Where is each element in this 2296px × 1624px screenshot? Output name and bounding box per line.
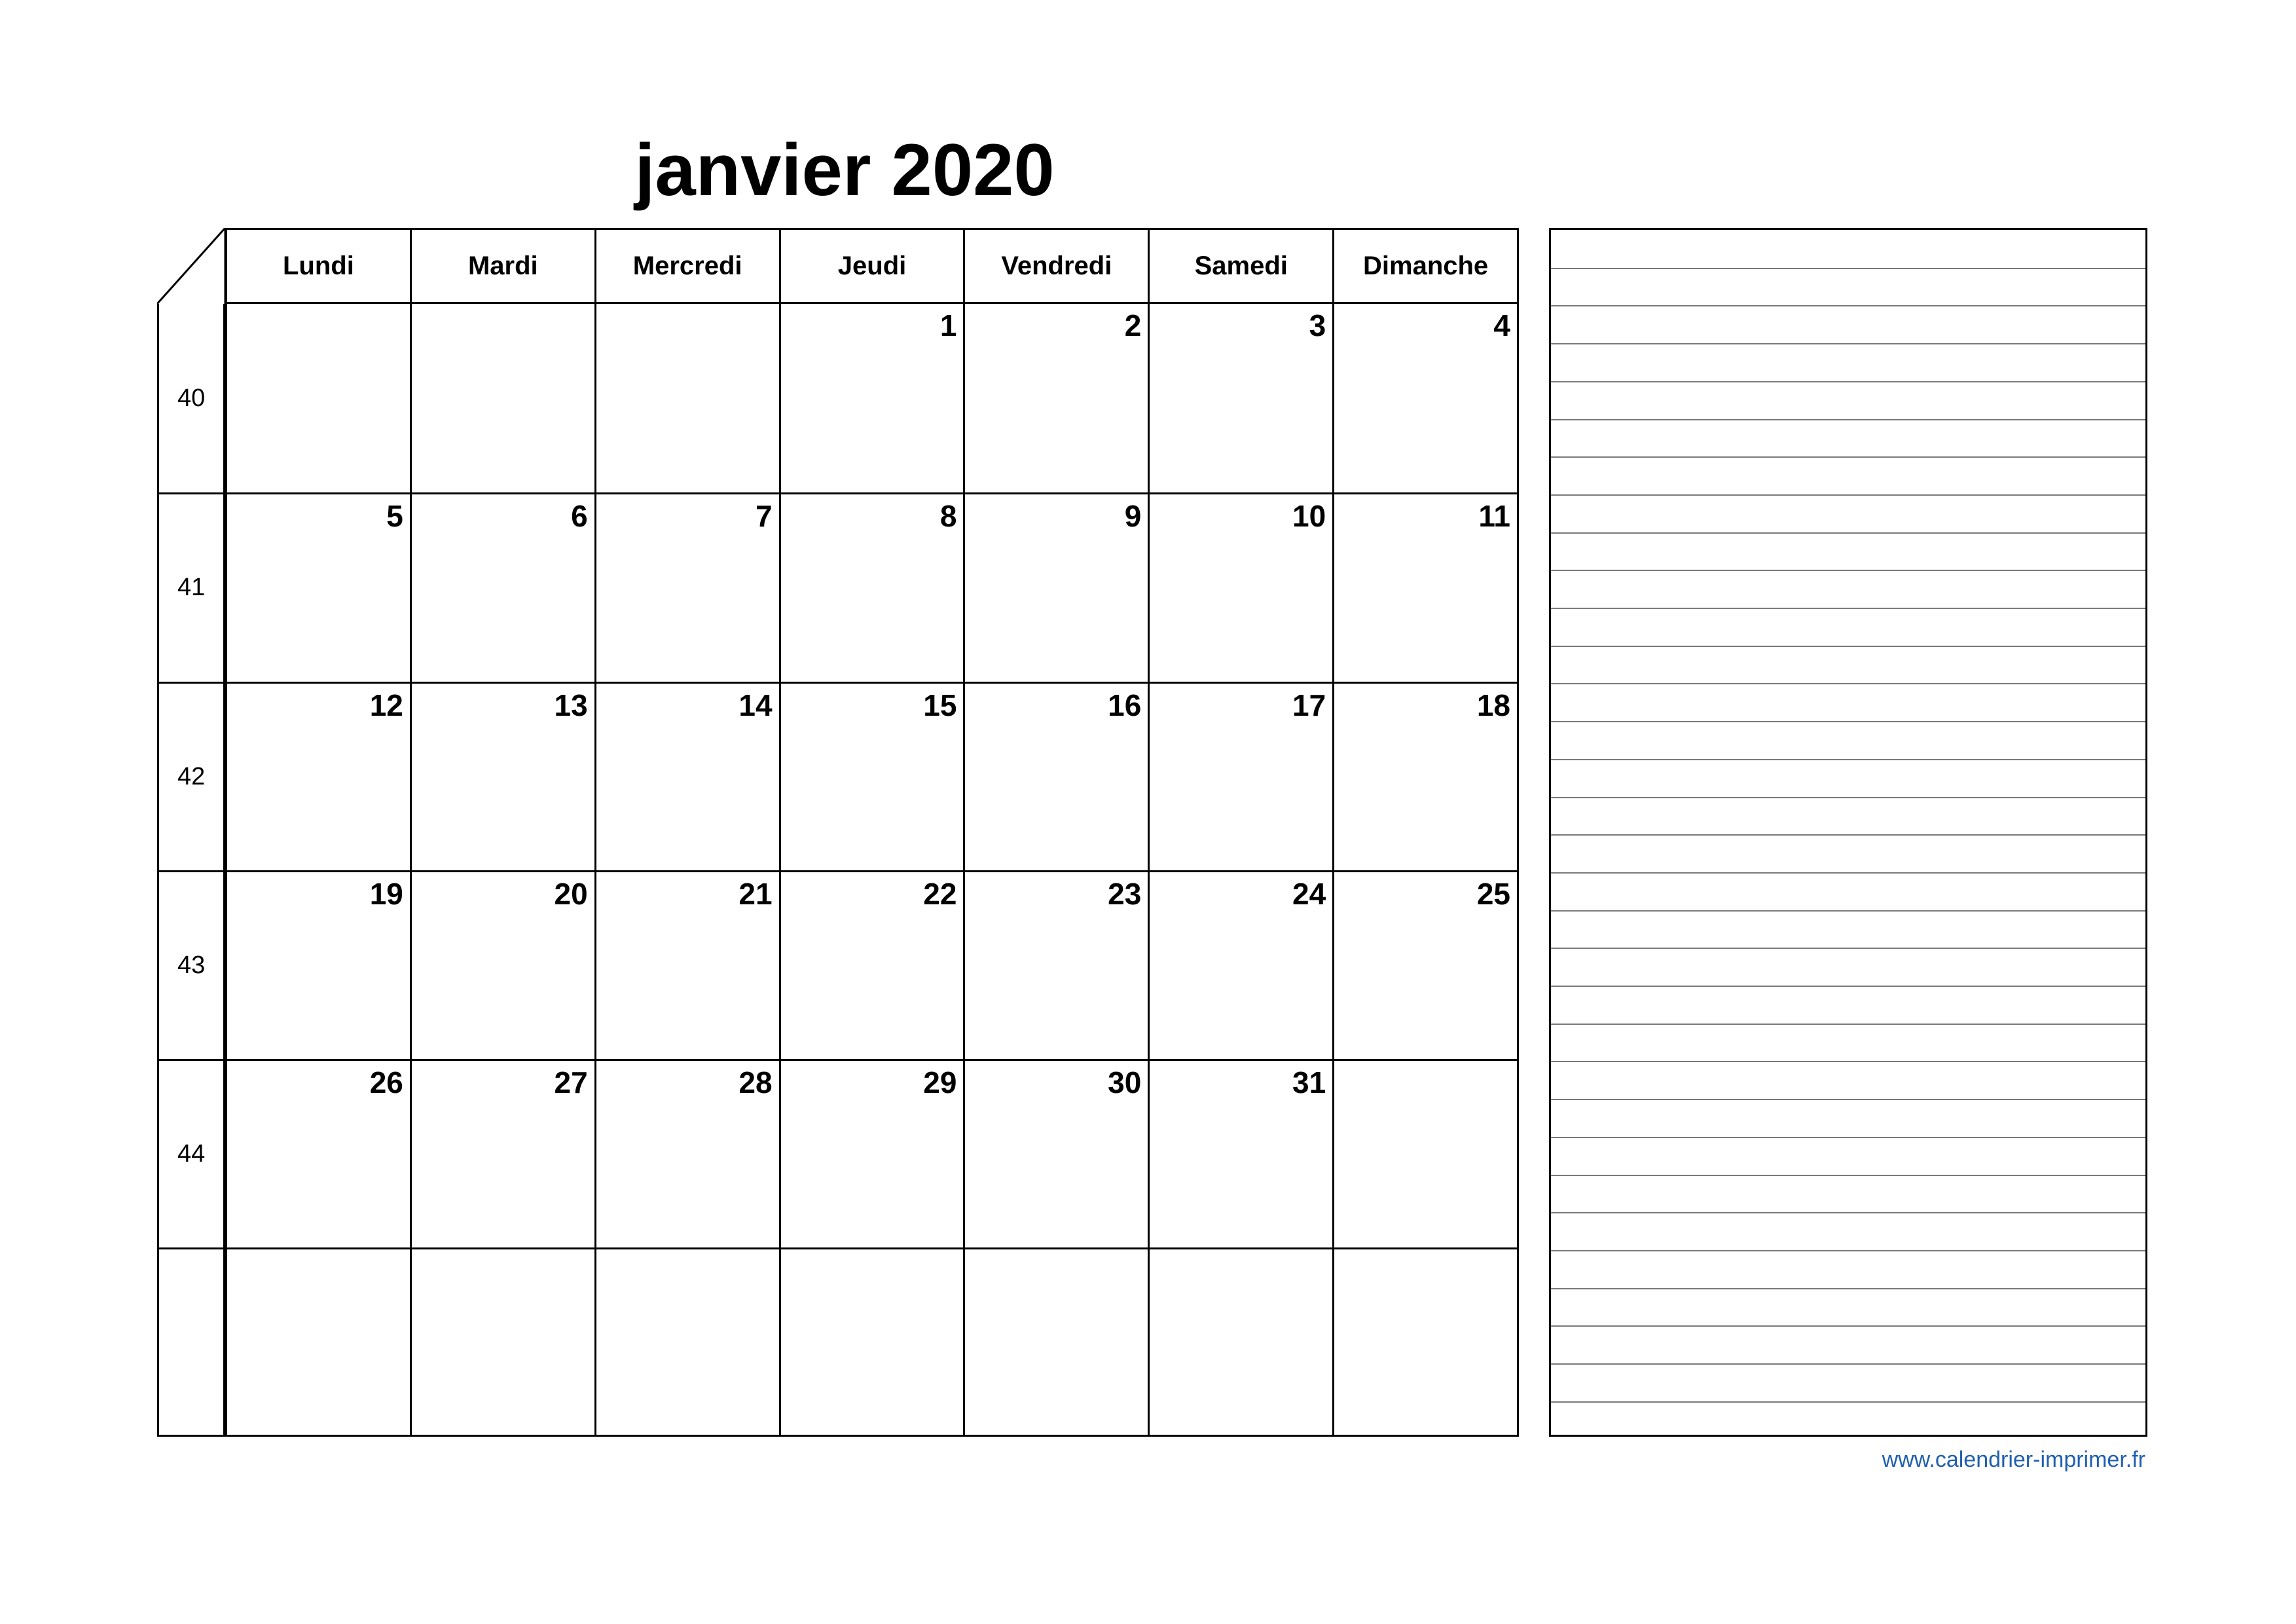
week-row xyxy=(159,1247,1517,1436)
day-number: 8 xyxy=(939,499,957,534)
day-number: 10 xyxy=(1292,499,1326,534)
day-cell xyxy=(963,304,1148,492)
weekday-thursday: Jeudi xyxy=(779,230,964,302)
weekday-header xyxy=(225,228,1519,304)
week-number: 41 xyxy=(159,494,225,681)
day-cell xyxy=(1332,304,1517,492)
day-cell xyxy=(594,684,779,870)
note-rule-line xyxy=(1551,494,2145,496)
day-cell xyxy=(410,494,594,681)
note-rule-line xyxy=(1551,1401,2145,1403)
day-cell xyxy=(410,684,594,870)
day-number: 6 xyxy=(571,499,588,534)
day-number: 4 xyxy=(1493,308,1511,342)
day-number: 1 xyxy=(939,308,957,342)
day-number: 9 xyxy=(1124,499,1142,534)
day-cell xyxy=(1332,494,1517,681)
day-number: 13 xyxy=(554,688,588,722)
corner-diagonal xyxy=(157,228,225,304)
calendar-grid xyxy=(157,228,1519,1437)
note-rule-line xyxy=(1551,797,2145,798)
note-rule-line xyxy=(1551,834,2145,836)
week-number xyxy=(159,1249,225,1436)
day-cell xyxy=(779,304,964,492)
day-number: 16 xyxy=(1108,688,1142,722)
week-number: 40 xyxy=(159,304,225,492)
day-cell xyxy=(410,304,594,492)
day-number: 26 xyxy=(369,1065,403,1100)
day-number: 21 xyxy=(738,876,773,911)
note-rule-line xyxy=(1551,910,2145,912)
note-rule-line xyxy=(1551,1212,2145,1213)
day-number: 14 xyxy=(738,688,773,722)
week-row xyxy=(159,304,1517,492)
day-cell xyxy=(779,494,964,681)
note-rule-line xyxy=(1551,986,2145,987)
day-number: 25 xyxy=(1476,876,1511,911)
note-rule-line xyxy=(1551,646,2145,647)
day-number: 12 xyxy=(369,688,403,722)
day-cell xyxy=(963,1061,1148,1247)
day-cell xyxy=(594,304,779,492)
note-rule-line xyxy=(1551,1363,2145,1365)
note-rule-line xyxy=(1551,456,2145,458)
week-row xyxy=(159,1059,1517,1247)
day-number: 29 xyxy=(923,1065,957,1100)
day-cell xyxy=(963,494,1148,681)
note-rule-line xyxy=(1551,1061,2145,1062)
day-cell xyxy=(1148,1061,1332,1247)
day-number: 3 xyxy=(1309,308,1326,342)
day-cell xyxy=(594,494,779,681)
day-number: 11 xyxy=(1478,499,1511,534)
day-number: 23 xyxy=(1108,876,1142,911)
day-cell xyxy=(779,1061,964,1247)
day-number: 22 xyxy=(923,876,957,911)
day-number: 28 xyxy=(738,1065,773,1100)
note-rule-line xyxy=(1551,948,2145,949)
day-cell xyxy=(963,872,1148,1059)
day-cell xyxy=(225,684,410,870)
note-rule-line xyxy=(1551,608,2145,609)
weeks-container xyxy=(157,304,1519,1437)
day-cell xyxy=(225,1249,410,1436)
day-cell xyxy=(1148,1249,1332,1436)
day-cell xyxy=(410,1249,594,1436)
day-cell xyxy=(1148,494,1332,681)
day-cell xyxy=(225,304,410,492)
day-cell xyxy=(1332,1061,1517,1247)
week-row xyxy=(159,870,1517,1059)
note-rule-line xyxy=(1551,419,2145,420)
day-number: 2 xyxy=(1124,308,1142,342)
day-number: 27 xyxy=(554,1065,588,1100)
day-cell xyxy=(963,1249,1148,1436)
day-cell xyxy=(963,684,1148,870)
weekday-wednesday: Mercredi xyxy=(594,230,779,302)
weekday-friday: Vendredi xyxy=(963,230,1148,302)
note-rule-line xyxy=(1551,570,2145,571)
note-rule-line xyxy=(1551,721,2145,722)
note-rule-line xyxy=(1551,532,2145,534)
day-cell xyxy=(779,1249,964,1436)
day-number: 20 xyxy=(554,876,588,911)
note-rule-line xyxy=(1551,268,2145,269)
note-rule-line xyxy=(1551,872,2145,874)
weekday-sunday: Dimanche xyxy=(1332,230,1517,302)
weekday-saturday: Samedi xyxy=(1148,230,1332,302)
day-number: 17 xyxy=(1292,688,1326,722)
website-footer[interactable]: www.calendrier-imprimer.fr xyxy=(1882,1447,2145,1472)
note-rule-line xyxy=(1551,381,2145,382)
weekday-tuesday: Mardi xyxy=(410,230,594,302)
page-title: janvier 2020 xyxy=(634,129,1055,211)
note-rule-line xyxy=(1551,1024,2145,1025)
note-rule-line xyxy=(1551,759,2145,760)
week-number: 44 xyxy=(159,1061,225,1247)
day-cell xyxy=(779,684,964,870)
note-rule-line xyxy=(1551,683,2145,684)
day-cell xyxy=(779,872,964,1059)
day-cell xyxy=(225,1061,410,1247)
day-number: 5 xyxy=(386,499,403,534)
week-row xyxy=(159,492,1517,681)
day-cell xyxy=(1148,304,1332,492)
note-rule-line xyxy=(1551,1250,2145,1251)
note-rule-line xyxy=(1551,305,2145,306)
day-cell xyxy=(594,1061,779,1247)
day-number: 30 xyxy=(1108,1065,1142,1100)
week-number: 43 xyxy=(159,872,225,1059)
note-rule-line xyxy=(1551,1099,2145,1100)
day-cell xyxy=(1148,872,1332,1059)
day-number: 18 xyxy=(1476,688,1511,722)
day-number: 24 xyxy=(1292,876,1326,911)
day-cell xyxy=(1332,1249,1517,1436)
week-number: 42 xyxy=(159,684,225,870)
day-number: 19 xyxy=(369,876,403,911)
day-number: 31 xyxy=(1292,1065,1326,1100)
day-cell xyxy=(1148,684,1332,870)
day-cell xyxy=(410,872,594,1059)
day-number: 7 xyxy=(755,499,773,534)
day-cell xyxy=(594,1249,779,1436)
weekday-monday: Lundi xyxy=(283,251,354,280)
day-cell xyxy=(410,1061,594,1247)
day-cell xyxy=(225,494,410,681)
day-cell xyxy=(225,872,410,1059)
notes-panel xyxy=(1549,228,2147,1437)
note-rule-line xyxy=(1551,1288,2145,1289)
day-cell xyxy=(1332,684,1517,870)
day-cell xyxy=(1332,872,1517,1059)
day-cell xyxy=(594,872,779,1059)
note-rule-line xyxy=(1551,1175,2145,1176)
note-rule-line xyxy=(1551,343,2145,344)
week-row xyxy=(159,682,1517,870)
day-number: 15 xyxy=(923,688,957,722)
note-rule-line xyxy=(1551,1325,2145,1327)
note-rule-line xyxy=(1551,1137,2145,1138)
